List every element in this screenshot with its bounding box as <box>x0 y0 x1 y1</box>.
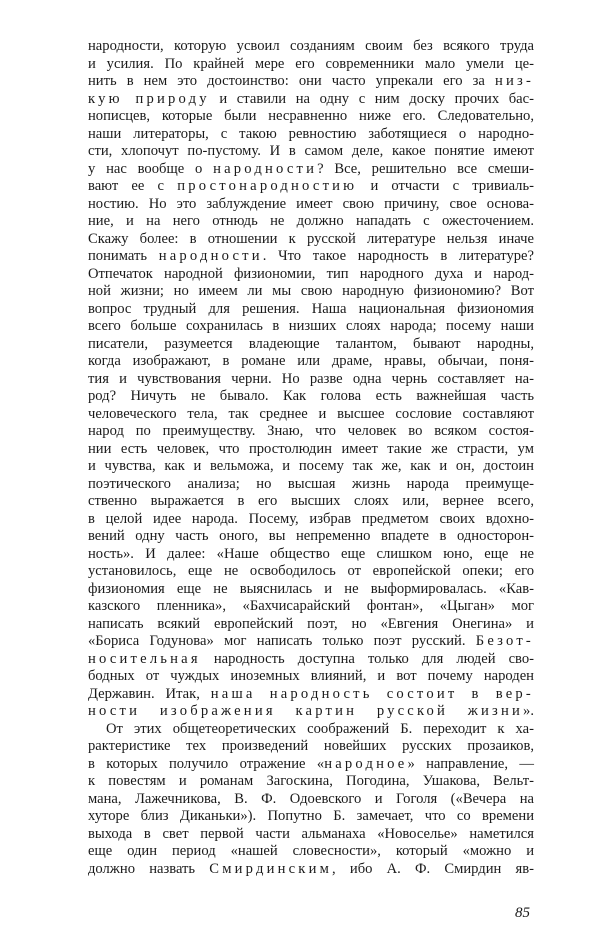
spaced-emphasis: народное <box>324 755 408 772</box>
text-line <box>88 73 534 91</box>
text-line <box>88 38 534 56</box>
spaced-emphasis: носительная <box>88 650 201 667</box>
text-line <box>88 738 534 756</box>
text-line <box>88 808 534 826</box>
text-segment: ние, и на него отнюдь не должно нападать с ожесточением. <box>88 213 534 229</box>
text-line <box>88 283 534 301</box>
text-segment: бодных от чуждых иноземных влияний, и вот почему народен <box>88 668 534 684</box>
text-segment: . Что такое народность в литературе? <box>262 248 534 264</box>
text-line <box>88 703 534 721</box>
text-segment: вают ее с <box>88 178 178 194</box>
text-segment: вопрос трудный для решения. Наша национальная физиономия <box>88 300 534 317</box>
text-segment: и усилия. По крайней мере его современники мало умели це- <box>88 55 534 72</box>
text-line <box>88 126 534 144</box>
text-segment: ». <box>523 703 534 719</box>
text-line <box>88 213 534 231</box>
text-line <box>88 668 534 686</box>
text-line <box>88 143 534 161</box>
text-line <box>88 108 534 126</box>
text-line <box>88 773 534 791</box>
text-segment: вений одну часть оного, вы непременно впадете в односторон- <box>88 528 534 544</box>
text-line <box>88 336 534 354</box>
text-line <box>88 843 534 861</box>
text-segment: казского пленника», «Бахчисарайский фонтан», «Цыган» мог <box>88 598 534 614</box>
text-segment: и чувства, как и вельможа, и посему так же, как и он, достоин <box>88 458 534 474</box>
text-segment: физиономия еще не выяснилась и не выформировалась. «Кав- <box>88 580 534 597</box>
text-segment: » направление, — <box>407 755 534 772</box>
text-line <box>88 266 534 284</box>
text-line <box>88 616 534 634</box>
spaced-emphasis: наша народность состоит в вер- <box>210 685 534 702</box>
text-segment: ность». И далее: «Наше общество еще слишком юно, еще не <box>88 545 534 562</box>
text-segment: нии есть человек, что простолюдин имеет такие же страсти, ум <box>88 440 534 457</box>
text-segment: поэтического анализа; но высшая жизнь народа преимуще- <box>88 475 534 492</box>
text-line <box>88 721 534 739</box>
text-segment: установилось, еще не освободилось от европейской опеки; его <box>88 563 534 579</box>
text-segment: нописцев, которые были несравненно ниже его. Следовательно, <box>88 108 534 124</box>
text-segment: еще один период «нашей словесности», который «можно и <box>88 843 534 859</box>
text-line <box>88 581 534 599</box>
text-line <box>88 318 534 336</box>
text-line <box>88 598 534 616</box>
text-segment: Скажу более: в отношении к русской литературе нельзя иначе <box>88 230 534 247</box>
text-segment: должно назвать <box>88 860 210 877</box>
text-line <box>88 231 534 249</box>
text-segment: к повестям и романам Загоскина, Погодина, Ушакова, Вельт- <box>88 773 534 789</box>
text-segment: всего больше сохранилась в низших слоях народа; посему наши <box>88 318 534 334</box>
text-segment: народ по преимуществу. Знаю, что человек во всяком состоя- <box>88 423 534 439</box>
spaced-emphasis: Безот- <box>475 633 534 649</box>
text-segment: мана, Лажечникова, В. Ф. Одоевского и Гоголя («Вечера на <box>88 790 534 807</box>
text-segment: в целой идее народа. Посему, избрав предметом своих вдохно- <box>88 510 534 527</box>
text-line <box>88 686 534 704</box>
text-line <box>88 493 534 511</box>
text-line <box>88 791 534 809</box>
text-line <box>88 651 534 669</box>
text-segment: наши литераторы, с такою ревностию заботящиеся о народно- <box>88 125 534 142</box>
text-segment: ственно выражается в его высших слоях или, вернее всего, <box>88 493 534 509</box>
text-segment: род? Ничуть не бывало. Как голова есть важнейшая часть <box>88 388 534 404</box>
text-line <box>88 248 534 266</box>
text-segment: Отпечаток народной физиономии, тип народного духа и народ- <box>88 265 534 282</box>
text-segment: сти, хлопочут по-пустому. И в самом деле, какое понятие имеют <box>88 143 534 159</box>
text-line <box>88 91 534 109</box>
text-line <box>88 546 534 564</box>
text-segment: ной жизни; но имеем ли мы свою народную физиономию? Вот <box>88 283 534 299</box>
text-segment: и ставили на одну с ним доску прочих бас- <box>209 90 534 107</box>
text-line <box>88 633 534 651</box>
text-line <box>88 56 534 74</box>
text-segment: От этих общетеоретических соображений Б. переходит к ха- <box>106 720 534 737</box>
text-line <box>88 563 534 581</box>
text-segment: в которых получило отражение « <box>88 755 325 772</box>
text-line <box>88 196 534 214</box>
text-segment: рактеристике тех произведений новейших русских прозаиков, <box>88 738 534 754</box>
text-line <box>88 371 534 389</box>
text-line <box>88 441 534 459</box>
text-line <box>88 826 534 844</box>
text-segment: написать всякий европейский поэт, но «Евгения Онегина» и <box>88 615 534 632</box>
text-segment: у нас вообще о <box>88 160 214 177</box>
text-segment: народности, которую усвоил созданиям своим без всякого труда <box>88 38 534 54</box>
text-line <box>88 388 534 406</box>
text-line <box>88 178 534 196</box>
text-segment: выхода в свет первой части альманаха «Новоселье» наметился <box>88 825 534 842</box>
text-line <box>88 756 534 774</box>
text-line <box>88 353 534 371</box>
spaced-emphasis: кую природу <box>88 90 210 107</box>
text-segment: понимать <box>88 248 159 264</box>
text-line <box>88 861 534 879</box>
text-segment: хуторе близ Диканьки»). Попутно Б. замечает, что со времени <box>88 808 534 824</box>
text-segment: ностию. Но это заблуждение имеет свою причину, свое основа- <box>88 195 534 212</box>
text-segment: писатели, разумеется владеющие талантом, бывают народны, <box>88 335 534 352</box>
text-segment: нить в нем это достоинство: они часто упрекали его за <box>88 73 495 89</box>
spaced-emphasis: Смирдинским <box>209 860 333 877</box>
text-segment: «Бориса Годунова» мог написать только поэт русский. <box>88 633 476 649</box>
text-line <box>88 458 534 476</box>
text-line <box>88 528 534 546</box>
text-segment: тия и чувствования черни. Но разве одна чернь составляет на- <box>88 370 534 387</box>
text-segment: народность доступна только для людей сво- <box>200 650 534 667</box>
text-segment: , ибо А. Ф. Смирдин яв- <box>332 860 534 877</box>
text-line <box>88 476 534 494</box>
text-segment: когда изображают, в романе или драме, нравы, обычаи, поня- <box>88 353 534 369</box>
text-segment: человеческого тела, так среднее и высшее сословие составляют <box>88 405 534 422</box>
spaced-emphasis: народности <box>213 160 318 177</box>
text-line <box>88 406 534 424</box>
spaced-emphasis: низ- <box>494 73 534 89</box>
text-line <box>88 161 534 179</box>
text-segment: Державин. Итак, <box>88 685 211 702</box>
page-number: 85 <box>515 905 530 921</box>
text-segment: и отчасти с тривиаль- <box>357 178 534 194</box>
text-line <box>88 423 534 441</box>
spaced-emphasis: простонародностию <box>177 178 358 194</box>
text-segment: ? Все, решительно все смеши- <box>317 160 535 177</box>
text-line <box>88 301 534 319</box>
body-text <box>88 38 534 878</box>
spaced-emphasis: народности <box>158 248 263 264</box>
text-line <box>88 511 534 529</box>
spaced-emphasis: ности изображения картин русской жизни <box>88 703 524 719</box>
